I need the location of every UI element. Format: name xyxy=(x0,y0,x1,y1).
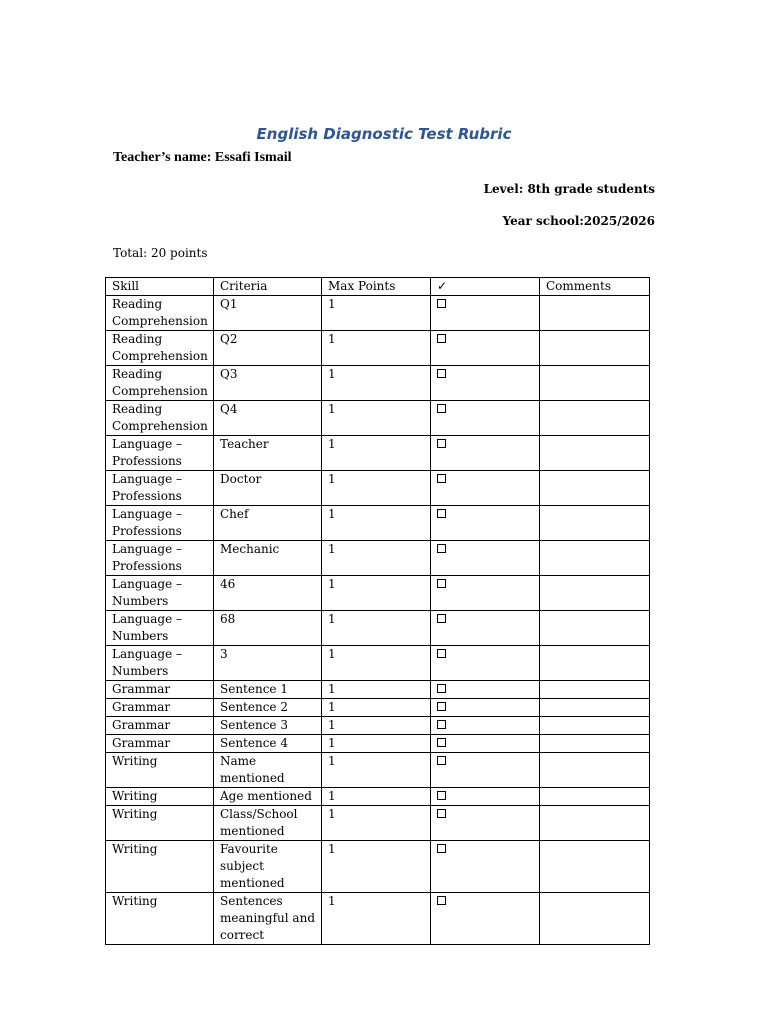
cell-criteria: Mechanic xyxy=(214,541,322,576)
checkbox-icon[interactable] xyxy=(437,738,446,747)
cell-criteria: Q1 xyxy=(214,296,322,331)
cell-check xyxy=(431,699,540,717)
checkbox-icon[interactable] xyxy=(437,649,446,658)
school-year: Year school:2025/2026 xyxy=(502,214,655,228)
cell-max-points: 1 xyxy=(322,471,431,506)
cell-comments[interactable] xyxy=(540,717,650,735)
cell-check xyxy=(431,893,540,945)
cell-max-points: 1 xyxy=(322,753,431,788)
table-row xyxy=(106,506,650,541)
cell-check xyxy=(431,735,540,753)
cell-comments[interactable] xyxy=(540,611,650,646)
checkbox-icon[interactable] xyxy=(437,720,446,729)
cell-max-points: 1 xyxy=(322,576,431,611)
cell-comments[interactable] xyxy=(540,681,650,699)
cell-criteria: Doctor xyxy=(214,471,322,506)
checkbox-icon[interactable] xyxy=(437,702,446,711)
cell-max-points: 1 xyxy=(322,506,431,541)
cell-comments[interactable] xyxy=(540,436,650,471)
cell-skill: Grammar xyxy=(106,681,214,699)
table-row xyxy=(106,699,650,717)
rubric-table xyxy=(105,277,650,945)
cell-comments[interactable] xyxy=(540,841,650,893)
cell-check xyxy=(431,506,540,541)
cell-check xyxy=(431,841,540,893)
checkbox-icon[interactable] xyxy=(437,544,446,553)
table-row xyxy=(106,841,650,893)
cell-comments[interactable] xyxy=(540,576,650,611)
cell-skill: Writing xyxy=(106,806,214,841)
cell-max-points: 1 xyxy=(322,611,431,646)
cell-check xyxy=(431,753,540,788)
cell-criteria: Sentences meaningful and correct xyxy=(214,893,322,945)
cell-max-points: 1 xyxy=(322,893,431,945)
checkbox-icon[interactable] xyxy=(437,579,446,588)
cell-comments[interactable] xyxy=(540,296,650,331)
document-title: English Diagnostic Test Rubric xyxy=(256,125,512,143)
table-header-row xyxy=(106,278,650,296)
cell-check xyxy=(431,717,540,735)
cell-skill: Writing xyxy=(106,893,214,945)
cell-skill: Language – Numbers xyxy=(106,646,214,681)
cell-skill: Reading Comprehension xyxy=(106,401,214,436)
cell-comments[interactable] xyxy=(540,788,650,806)
cell-max-points: 1 xyxy=(322,646,431,681)
cell-criteria: Q3 xyxy=(214,366,322,401)
cell-criteria: Teacher xyxy=(214,436,322,471)
checkbox-icon[interactable] xyxy=(437,299,446,308)
cell-check xyxy=(431,471,540,506)
cell-max-points: 1 xyxy=(322,366,431,401)
table-row xyxy=(106,576,650,611)
cell-check xyxy=(431,681,540,699)
cell-check xyxy=(431,576,540,611)
cell-check xyxy=(431,646,540,681)
table-row xyxy=(106,788,650,806)
cell-criteria: Sentence 1 xyxy=(214,681,322,699)
cell-check xyxy=(431,331,540,366)
cell-max-points: 1 xyxy=(322,296,431,331)
total-points: Total: 20 points xyxy=(113,246,208,260)
cell-comments[interactable] xyxy=(540,699,650,717)
cell-skill: Language – Professions xyxy=(106,471,214,506)
cell-comments[interactable] xyxy=(540,806,650,841)
cell-max-points: 1 xyxy=(322,699,431,717)
table-row xyxy=(106,717,650,735)
checkbox-icon[interactable] xyxy=(437,404,446,413)
cell-skill: Grammar xyxy=(106,735,214,753)
header-skill: Skill xyxy=(106,278,214,296)
table-row xyxy=(106,646,650,681)
checkbox-icon[interactable] xyxy=(437,334,446,343)
cell-check xyxy=(431,296,540,331)
table-row xyxy=(106,331,650,366)
cell-check xyxy=(431,366,540,401)
table-row xyxy=(106,436,650,471)
cell-skill: Language – Numbers xyxy=(106,576,214,611)
checkbox-icon[interactable] xyxy=(437,439,446,448)
cell-max-points: 1 xyxy=(322,788,431,806)
checkbox-icon[interactable] xyxy=(437,684,446,693)
checkbox-icon[interactable] xyxy=(437,809,446,818)
cell-criteria: 46 xyxy=(214,576,322,611)
cell-comments[interactable] xyxy=(540,646,650,681)
cell-comments[interactable] xyxy=(540,506,650,541)
cell-criteria: Sentence 4 xyxy=(214,735,322,753)
cell-skill: Writing xyxy=(106,788,214,806)
checkbox-icon[interactable] xyxy=(437,896,446,905)
checkbox-icon[interactable] xyxy=(437,614,446,623)
cell-criteria: Class/School mentioned xyxy=(214,806,322,841)
checkbox-icon[interactable] xyxy=(437,509,446,518)
cell-comments[interactable] xyxy=(540,735,650,753)
cell-criteria: Q4 xyxy=(214,401,322,436)
cell-skill: Language – Numbers xyxy=(106,611,214,646)
checkbox-icon[interactable] xyxy=(437,369,446,378)
cell-check xyxy=(431,806,540,841)
cell-comments[interactable] xyxy=(540,471,650,506)
header-max-points: Max Points xyxy=(322,278,431,296)
cell-check xyxy=(431,788,540,806)
cell-skill: Language – Professions xyxy=(106,541,214,576)
cell-criteria: Q2 xyxy=(214,331,322,366)
cell-criteria: Chef xyxy=(214,506,322,541)
cell-max-points: 1 xyxy=(322,717,431,735)
cell-check xyxy=(431,541,540,576)
cell-criteria: Age mentioned xyxy=(214,788,322,806)
cell-max-points: 1 xyxy=(322,331,431,366)
table-row xyxy=(106,401,650,436)
cell-max-points: 1 xyxy=(322,541,431,576)
cell-max-points: 1 xyxy=(322,841,431,893)
cell-criteria: Name mentioned xyxy=(214,753,322,788)
checkbox-icon[interactable] xyxy=(437,756,446,765)
cell-max-points: 1 xyxy=(322,735,431,753)
cell-comments[interactable] xyxy=(540,366,650,401)
rubric-body xyxy=(106,296,650,945)
teacher-name: Teacher’s name: Essafi Ismail xyxy=(113,150,292,165)
cell-criteria: 3 xyxy=(214,646,322,681)
cell-criteria: 68 xyxy=(214,611,322,646)
table-row xyxy=(106,541,650,576)
table-row xyxy=(106,471,650,506)
cell-skill: Reading Comprehension xyxy=(106,296,214,331)
cell-check xyxy=(431,401,540,436)
header-check: ✓ xyxy=(431,278,540,296)
cell-criteria: Favourite subject mentioned xyxy=(214,841,322,893)
cell-skill: Reading Comprehension xyxy=(106,331,214,366)
cell-skill: Writing xyxy=(106,753,214,788)
table-row xyxy=(106,611,650,646)
cell-comments[interactable] xyxy=(540,541,650,576)
table-row xyxy=(106,806,650,841)
table-row xyxy=(106,681,650,699)
checkbox-icon[interactable] xyxy=(437,474,446,483)
checkbox-icon[interactable] xyxy=(437,844,446,853)
cell-skill: Writing xyxy=(106,841,214,893)
header-criteria: Criteria xyxy=(214,278,322,296)
table-row xyxy=(106,753,650,788)
cell-max-points: 1 xyxy=(322,436,431,471)
table-row xyxy=(106,893,650,945)
checkbox-icon[interactable] xyxy=(437,791,446,800)
cell-max-points: 1 xyxy=(322,681,431,699)
table-row xyxy=(106,296,650,331)
cell-check xyxy=(431,436,540,471)
cell-max-points: 1 xyxy=(322,806,431,841)
cell-comments[interactable] xyxy=(540,401,650,436)
cell-skill: Reading Comprehension xyxy=(106,366,214,401)
cell-check xyxy=(431,611,540,646)
cell-skill: Grammar xyxy=(106,717,214,735)
cell-criteria: Sentence 3 xyxy=(214,717,322,735)
cell-comments[interactable] xyxy=(540,753,650,788)
table-row xyxy=(106,366,650,401)
cell-max-points: 1 xyxy=(322,401,431,436)
cell-criteria: Sentence 2 xyxy=(214,699,322,717)
cell-comments[interactable] xyxy=(540,893,650,945)
cell-skill: Language – Professions xyxy=(106,436,214,471)
cell-skill: Language – Professions xyxy=(106,506,214,541)
grade-level: Level: 8th grade students xyxy=(483,182,655,196)
table-row xyxy=(106,735,650,753)
header-comments: Comments xyxy=(540,278,650,296)
cell-skill: Grammar xyxy=(106,699,214,717)
cell-comments[interactable] xyxy=(540,331,650,366)
